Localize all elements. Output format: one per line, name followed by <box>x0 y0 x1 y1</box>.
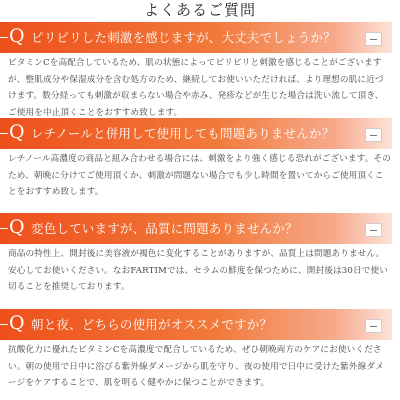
faq-question-text: 変色していますが、品質に問題ありませんか？ <box>31 221 298 236</box>
page-title: よくあるご質問 <box>143 1 256 19</box>
faq-answer-2 <box>8 151 392 201</box>
faq-question-2[interactable] <box>0 118 392 149</box>
faq-question-text: ピリピリした刺激を感じますが、大丈夫でしょうか？ <box>31 30 336 45</box>
faq-answer-3 <box>8 246 392 296</box>
faq-question-text: レチノールと併用して使用しても問題ありませんか？ <box>31 126 335 141</box>
collapse-icon[interactable] <box>365 319 382 333</box>
faq-question-3[interactable] <box>0 213 392 244</box>
collapse-icon[interactable] <box>365 223 382 237</box>
faq-answer-text: ビタミンCを高配合しているため、肌の状態によってピリピリと刺激を感じることがございますが、整肌成分や保湿成分を含む処方のため、継続してお使いいただければ、より理想の肌に近づけます。数分経っても刺激が収まらない場合や赤み、発疹などが生じた場合は洗い流して頂き、ご使用を中止頂くことをおすすめ致します。 <box>8 58 384 118</box>
collapse-icon[interactable] <box>365 32 382 46</box>
q-icon: Q <box>9 216 25 238</box>
faq-answer-text: レチノール高濃度の商品と組み合わせる場合には、刺激をより強く感じる恐れがございます。そのため、朝晩に分けてご使用頂くか、刺激が問題ない場合でも少し時間を置いてからご使用頂くことをおすすめ致します。 <box>8 154 392 197</box>
faq-question-4[interactable] <box>0 309 392 340</box>
q-line-decor <box>0 228 8 229</box>
faq-question-text: 朝と夜、どちらの使用がオススメですか？ <box>31 317 273 332</box>
faq-answer-4 <box>8 342 392 392</box>
q-line-decor <box>0 133 8 134</box>
q-icon: Q <box>9 25 25 47</box>
q-icon: Q <box>9 312 25 334</box>
q-line-decor <box>0 37 8 38</box>
faq-answer-text: 商品の特性上、開封後に美容液が褐色に変化することがありますが、品質上は問題ありません。安心してお使いください。なおFARTIMでは、セラムの鮮度を保つために、開封後は30日で使い切ることを推奨しております。 <box>8 249 388 292</box>
collapse-icon[interactable] <box>365 128 382 142</box>
q-icon: Q <box>9 121 25 143</box>
q-line-decor <box>0 324 8 325</box>
faq-answer-text: 抗酸化力に優れたビタミンCを高濃度で配合しているため、ぜひ朝晩両方のケアにお使いください。朝の使用で日中に浴びる紫外線ダメージから肌を守り、夜の使用で日中に受けた紫外線ダメージをケアすることで、肌を明るく健やかに保つことができます。 <box>8 345 384 388</box>
faq-question-1[interactable] <box>0 22 392 53</box>
faq-answer-1 <box>8 55 392 121</box>
